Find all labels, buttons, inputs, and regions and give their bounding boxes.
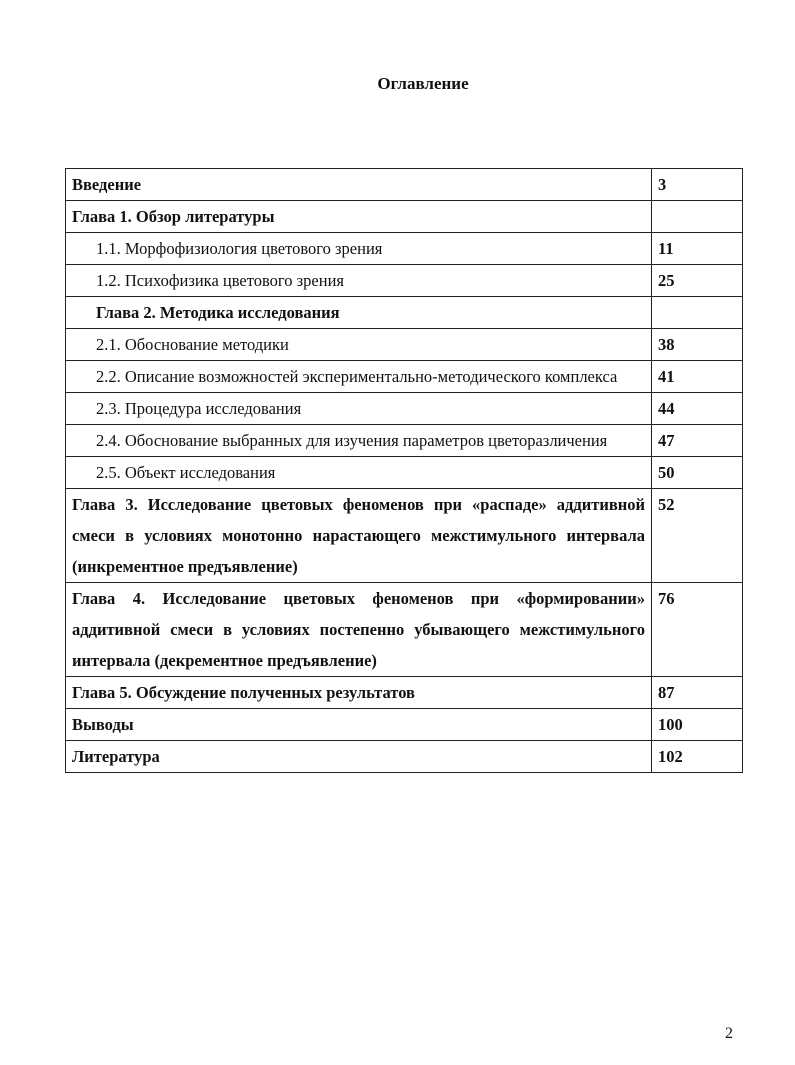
toc-entry-page: 25 [652, 265, 743, 297]
toc-row [66, 457, 743, 489]
toc-row [66, 741, 743, 773]
toc-entry-page: 47 [652, 425, 743, 457]
toc-entry-title: Глава 3. Исследование цветовых феноменов при «распаде» аддитивной смеси в условиях монотонно нарастающего межстимульного интервала (инкрементное предъявление) [66, 489, 652, 583]
page-number: 2 [725, 1025, 733, 1042]
toc-row [66, 709, 743, 741]
toc-row [66, 169, 743, 201]
toc-entry-title: Выводы [66, 709, 652, 741]
toc-entry-page: 44 [652, 393, 743, 425]
toc-row [66, 425, 743, 457]
toc-row [66, 329, 743, 361]
toc-entry-title: Глава 1. Обзор литературы [66, 201, 652, 233]
toc-entry-title: 1.2. Психофизика цветового зрения [66, 265, 652, 297]
toc-row [66, 393, 743, 425]
toc-row [66, 201, 743, 233]
toc-entry-title: 2.1. Обоснование методики [66, 329, 652, 361]
toc-entry-title: Глава 4. Исследование цветовых феноменов при «формировании» аддитивной смеси в условиях постепенно убывающего межстимульного интервала (декрементное предъявление) [66, 583, 652, 677]
toc-entry-page: 102 [652, 741, 743, 773]
toc-row [66, 583, 743, 677]
toc-row [66, 361, 743, 393]
toc-entry-title: 1.1. Морфофизиология цветового зрения [66, 233, 652, 265]
toc-row [66, 489, 743, 583]
toc-row [66, 265, 743, 297]
toc-table [65, 168, 743, 773]
toc-entry-title: Литература [66, 741, 652, 773]
toc-entry-title: 2.3. Процедура исследования [66, 393, 652, 425]
toc-entry-page: 100 [652, 709, 743, 741]
toc-entry-title: Глава 2. Методика исследования [66, 297, 652, 329]
toc-entry-page: 76 [652, 583, 743, 677]
toc-entry-page: 87 [652, 677, 743, 709]
toc-entry-page: 50 [652, 457, 743, 489]
toc-entry-title: 2.4. Обоснование выбранных для изучения параметров цветоразличения [66, 425, 652, 457]
toc-row [66, 233, 743, 265]
toc-entry-page: 11 [652, 233, 743, 265]
toc-entry-title: 2.5. Объект исследования [66, 457, 652, 489]
toc-entry-page: 38 [652, 329, 743, 361]
toc-entry-page: 3 [652, 169, 743, 201]
toc-entry-page: 52 [652, 489, 743, 583]
toc-row [66, 677, 743, 709]
toc-entry-page [652, 201, 743, 233]
toc-entry-title: 2.2. Описание возможностей экспериментально-методического комплекса [66, 361, 652, 393]
page-title: Оглавление [377, 74, 469, 93]
toc-entry-page [652, 297, 743, 329]
toc-entry-page: 41 [652, 361, 743, 393]
toc-entry-title: Глава 5. Обсуждение полученных результатов [66, 677, 652, 709]
toc-entry-title: Введение [66, 169, 652, 201]
toc-row [66, 297, 743, 329]
